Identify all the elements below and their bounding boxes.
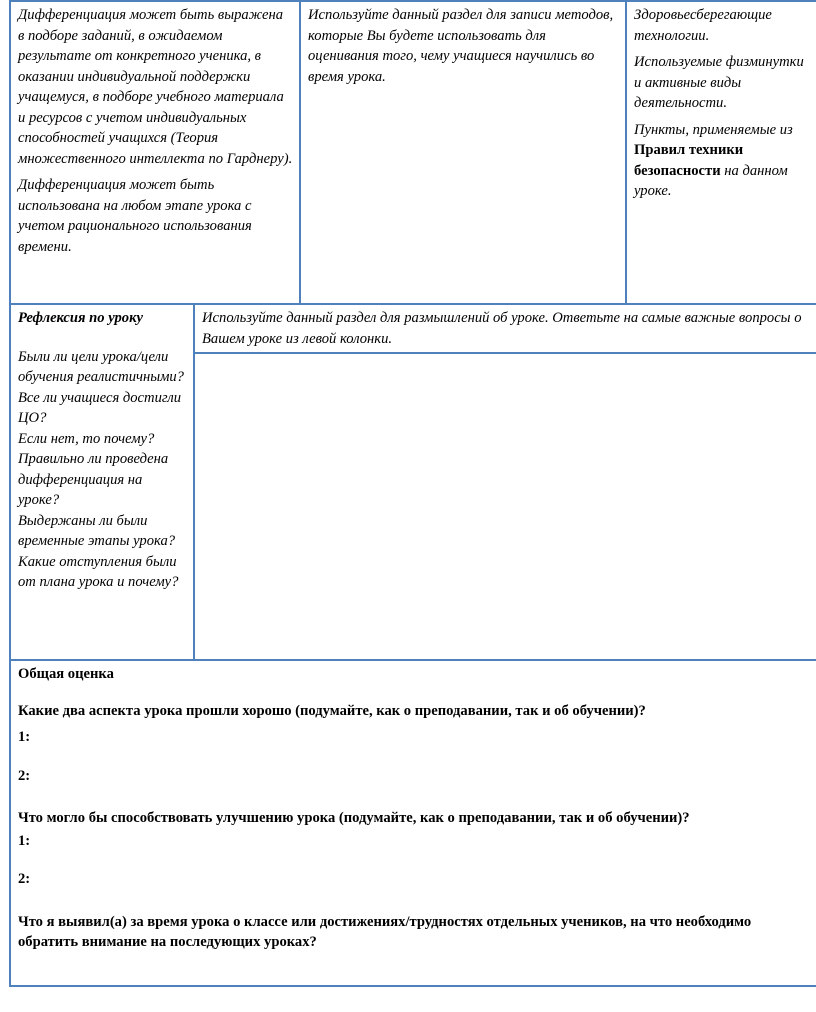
reflection-question: Все ли учащиеся достигли ЦО?	[18, 389, 182, 426]
summary-cell	[10, 660, 816, 986]
summary-row	[10, 660, 816, 986]
reflection-question: Какие отступления были от плана урока и почему?	[18, 553, 179, 590]
reflection-questions-cell	[10, 304, 194, 660]
differentiation-text: Дифференциация может быть выражена в подборе заданий, в ожидаемом результате от конкретного ученика, в оказании индивидуальной поддержки учащемуся, в подборе учебного материала и ресурсов с учетом индивидуальных способностей учащихся (Теория множественного интеллекта по Гарднеру).	[18, 7, 293, 167]
health-safety-cell	[626, 1, 816, 304]
lesson-plan-table	[9, 0, 816, 987]
good-aspect-2[interactable]: 2:	[18, 767, 31, 784]
lesson-plan-document	[9, 0, 816, 987]
reflection-question: Правильно ли проведена дифференциация на уроке?	[18, 451, 169, 508]
summary-question-good-aspects: Какие два аспекта урока прошли хорошо (подумайте, как о преподавании, так и об обучении)?	[18, 702, 646, 719]
improvement-2[interactable]: 2:	[18, 871, 31, 887]
reflection-instruction-cell	[194, 304, 816, 353]
summary-question-findings: Что я выявил(а) за время урока о классе или достижениях/трудностях отдельных учеников, на что необходимо обратить внимание на последующих уроках?	[18, 913, 752, 950]
reflection-question: Если нет, то почему?	[18, 430, 155, 447]
reflection-question: Выдержаны ли были временные этапы урока?	[18, 512, 176, 549]
summary-question-improvements: Что могло бы способствовать улучшению урока (подумайте, как о преподавании, так и об обучении)?	[18, 810, 690, 826]
summary-title: Общая оценка	[18, 666, 114, 682]
reflection-question: Были ли цели урока/цели обучения реалистичными?	[18, 348, 184, 385]
differentiation-cell	[10, 1, 300, 304]
reflection-answer-area[interactable]	[194, 353, 816, 660]
reflection-instruction: Используйте данный раздел для размышлений об уроке. Ответьте на самые важные вопросы о Вашем уроке из левой колонки.	[202, 310, 802, 347]
reflection-heading: Рефлексия по уроку	[18, 310, 143, 326]
safety-rules-text: Пункты, применяемые из Правил техники безопасности на данном уроке.	[634, 121, 793, 199]
assessment-cell	[300, 1, 626, 304]
health-tech-text: Здоровьесберегающие технологии.	[634, 7, 772, 44]
physical-activity-text: Используемые физминутки и активные виды деятельности.	[634, 54, 804, 111]
reflection-row	[10, 304, 816, 353]
improvement-1[interactable]: 1:	[18, 832, 31, 849]
differentiation-row	[10, 1, 816, 304]
assessment-text: Используйте данный раздел для записи методов, которые Вы будете использовать для оценивания того, чему учащиеся научились во время урока.	[308, 7, 614, 85]
differentiation-usage-text: Дифференциация может быть использована на любом этапе урока с учетом рационального использования времени.	[18, 177, 252, 255]
good-aspect-1[interactable]: 1:	[18, 729, 31, 745]
